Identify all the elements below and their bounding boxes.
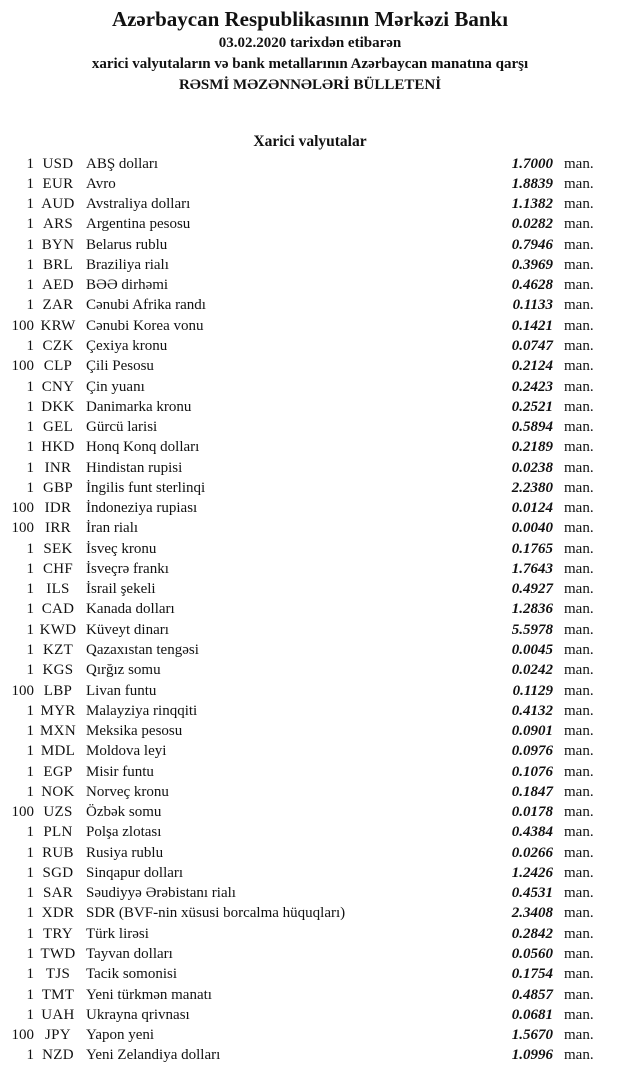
currency-name-cell: Avstraliya dolları <box>86 196 191 213</box>
currency-code-cell: XDR <box>41 905 75 922</box>
currency-name-cell: Yapon yeni <box>86 1027 155 1044</box>
rate-value-cell: 0.1076 <box>511 763 553 780</box>
currency-row <box>0 944 620 964</box>
rate-value-cell: 0.4857 <box>511 986 553 1003</box>
currency-name-cell: Türk lirəsi <box>86 925 149 942</box>
quantity-cell: 1 <box>26 966 34 983</box>
quantity-cell: 1 <box>26 723 34 740</box>
currency-row <box>0 438 620 458</box>
currency-name-cell: Rusiya rublu <box>86 844 164 861</box>
currency-name-cell: Qırğız somu <box>86 662 161 679</box>
quantity-cell: 1 <box>26 378 34 395</box>
currency-code-cell: MDL <box>40 743 76 760</box>
rate-value-cell: 0.2423 <box>511 378 553 395</box>
currency-row <box>0 195 620 215</box>
currency-row <box>0 924 620 944</box>
quantity-cell: 1 <box>26 419 34 436</box>
unit-label-cell: man. <box>564 601 594 618</box>
rate-value-cell: 0.0178 <box>511 804 553 821</box>
currency-name-cell: Qazaxıstan tengəsi <box>86 642 199 658</box>
currency-row <box>0 539 620 559</box>
currency-row <box>0 255 620 275</box>
unit-label-cell: man. <box>564 682 594 699</box>
currency-row <box>0 519 620 539</box>
quantity-cell: 1 <box>26 216 34 233</box>
currency-row <box>0 235 620 255</box>
rate-value-cell: 0.2521 <box>511 398 553 415</box>
rate-value-cell: 0.0242 <box>511 662 553 679</box>
currency-code-cell: CHF <box>42 560 74 577</box>
currency-row <box>0 863 620 883</box>
rate-value-cell: 0.0681 <box>511 1006 553 1023</box>
currency-name-cell: İsveçrə frankı <box>86 560 169 577</box>
unit-label-cell: man. <box>564 662 594 679</box>
currency-code-cell: IRR <box>45 520 71 537</box>
unit-label-cell: man. <box>564 338 594 355</box>
currency-name-cell: Çin yuanı <box>86 378 145 395</box>
quantity-cell: 1 <box>26 540 34 557</box>
quantity-cell: 1 <box>26 662 34 679</box>
currency-name-cell: İran rialı <box>86 520 139 537</box>
quantity-cell: 1 <box>26 256 34 273</box>
currency-code-cell: HKD <box>41 439 75 456</box>
rate-value-cell: 0.0901 <box>511 723 553 740</box>
rate-value-cell: 0.4628 <box>511 277 553 294</box>
rate-value-cell: 0.7946 <box>511 236 553 253</box>
currency-row <box>0 417 620 437</box>
quantity-cell: 1 <box>26 459 34 476</box>
quantity-cell: 1 <box>26 743 34 760</box>
currency-code-cell: GBP <box>42 479 74 496</box>
unit-label-cell: man. <box>564 642 594 658</box>
currency-row <box>0 296 620 316</box>
unit-label-cell: man. <box>564 1027 594 1044</box>
currency-name-cell: Yeni Zelandiya dolları <box>86 1047 221 1064</box>
unit-label-cell: man. <box>564 175 594 192</box>
currency-row <box>0 620 620 640</box>
currency-code-cell: PLN <box>43 824 73 841</box>
currency-row <box>0 559 620 579</box>
currency-code-cell: CAD <box>41 601 75 618</box>
currency-code-cell: TMT <box>41 986 75 1003</box>
unit-label-cell: man. <box>564 256 594 273</box>
currency-code-cell: CNY <box>41 378 75 395</box>
currency-row <box>0 154 620 174</box>
currency-name-cell: Çili Pesosu <box>86 358 154 375</box>
currency-code-cell: UAH <box>41 1006 75 1023</box>
currency-name-cell: Norveç kronu <box>86 783 169 800</box>
currency-code-cell: EGP <box>43 763 73 780</box>
currency-row <box>0 458 620 478</box>
currency-name-cell: Çexiya kronu <box>86 338 168 355</box>
currency-row <box>0 640 620 660</box>
currency-code-cell: ZAR <box>42 297 74 314</box>
currency-code-cell: KWD <box>39 621 77 638</box>
currency-code-cell: NZD <box>42 1047 74 1064</box>
unit-label-cell: man. <box>564 297 594 314</box>
quantity-cell: 1 <box>26 560 34 577</box>
unit-label-cell: man. <box>564 439 594 456</box>
rate-value-cell: 0.0040 <box>511 520 553 537</box>
currency-row <box>0 1025 620 1045</box>
unit-label-cell: man. <box>564 398 594 415</box>
rate-value-cell: 5.5978 <box>511 621 553 638</box>
quantity-cell: 1 <box>26 945 34 962</box>
quantity-cell: 1 <box>26 905 34 922</box>
quantity-cell: 1 <box>26 439 34 456</box>
unit-label-cell: man. <box>564 986 594 1003</box>
rate-value-cell: 0.1847 <box>511 783 553 800</box>
rate-value-cell: 0.0976 <box>511 743 553 760</box>
unit-label-cell: man. <box>564 317 594 334</box>
quantity-cell: 1 <box>26 398 34 415</box>
currency-name-cell: Kanada dolları <box>86 601 175 618</box>
section-title-foreign-currencies: Xarici valyutalar <box>253 133 367 150</box>
unit-label-cell: man. <box>564 419 594 436</box>
rate-value-cell: 0.0282 <box>511 216 553 233</box>
rate-value-cell: 0.1129 <box>512 682 553 699</box>
currency-code-cell: JPY <box>45 1027 71 1044</box>
rate-value-cell: 0.1765 <box>511 540 553 557</box>
currency-code-cell: KGS <box>42 662 74 679</box>
quantity-cell: 1 <box>26 1006 34 1023</box>
currency-code-cell: BRL <box>42 256 74 273</box>
currency-row <box>0 357 620 377</box>
currency-row <box>0 721 620 741</box>
quantity-cell: 1 <box>26 621 34 638</box>
quantity-cell: 1 <box>26 581 34 598</box>
currency-name-cell: BƏƏ dirhəmi <box>86 277 169 294</box>
currency-name-cell: Avro <box>86 175 116 192</box>
quantity-cell: 1 <box>26 601 34 618</box>
unit-label-cell: man. <box>564 864 594 881</box>
rate-value-cell: 1.2426 <box>511 864 553 881</box>
unit-label-cell: man. <box>564 804 594 821</box>
rate-value-cell: 0.0124 <box>511 500 553 517</box>
unit-label-cell: man. <box>564 966 594 983</box>
currency-code-cell: IDR <box>44 500 72 517</box>
currency-row <box>0 742 620 762</box>
currency-name-cell: Meksika pesosu <box>86 723 183 740</box>
rate-value-cell: 0.0266 <box>511 844 553 861</box>
quantity-cell: 1 <box>26 824 34 841</box>
currency-code-cell: AUD <box>41 196 75 213</box>
currency-code-cell: AED <box>42 277 74 294</box>
rate-value-cell: 0.1754 <box>511 966 553 983</box>
currency-code-cell: ILS <box>46 581 70 598</box>
currency-name-cell: Cənubi Korea vonu <box>86 317 204 334</box>
rate-value-cell: 0.2189 <box>511 439 553 456</box>
unit-label-cell: man. <box>564 277 594 294</box>
rate-value-cell: 0.1133 <box>512 297 553 314</box>
unit-label-cell: man. <box>564 905 594 922</box>
quantity-cell: 100 <box>11 804 34 821</box>
unit-label-cell: man. <box>564 540 594 557</box>
subject-line: xarici valyutaların və bank metallarının Azərbaycan manatına qarşı <box>91 56 529 72</box>
rate-value-cell: 2.3408 <box>511 905 553 922</box>
quantity-cell: 100 <box>11 358 34 375</box>
currency-row <box>0 681 620 701</box>
currency-code-cell: SGD <box>42 864 74 881</box>
rate-value-cell: 0.0747 <box>511 338 553 355</box>
currency-row <box>0 1046 620 1066</box>
quantity-cell: 1 <box>26 277 34 294</box>
currency-code-cell: LBP <box>43 682 73 699</box>
unit-label-cell: man. <box>564 1047 594 1064</box>
currency-code-cell: EUR <box>42 175 74 192</box>
rate-value-cell: 1.7000 <box>511 155 553 172</box>
currency-row <box>0 377 620 397</box>
quantity-cell: 100 <box>11 317 34 334</box>
currency-row <box>0 985 620 1005</box>
quantity-cell: 1 <box>26 479 34 496</box>
currency-code-cell: CZK <box>42 338 74 355</box>
currency-name-cell: Livan funtu <box>86 682 157 699</box>
currency-row <box>0 478 620 498</box>
currency-name-cell: Honq Konq dolları <box>86 439 200 456</box>
unit-label-cell: man. <box>564 196 594 213</box>
currency-code-cell: GEL <box>42 419 74 436</box>
unit-label-cell: man. <box>564 763 594 780</box>
currency-name-cell: Cənubi Afrika randı <box>86 297 206 314</box>
quantity-cell: 1 <box>26 925 34 942</box>
quantity-cell: 1 <box>26 783 34 800</box>
quantity-cell: 1 <box>26 763 34 780</box>
currency-row <box>0 316 620 336</box>
currency-name-cell: Gürcü larisi <box>86 419 158 436</box>
unit-label-cell: man. <box>564 155 594 172</box>
currency-name-cell: Tacik somonisi <box>86 966 178 983</box>
currency-row <box>0 276 620 296</box>
currency-name-cell: Misir funtu <box>86 763 154 780</box>
unit-label-cell: man. <box>564 885 594 902</box>
currency-row <box>0 661 620 681</box>
currency-code-cell: NOK <box>41 783 75 800</box>
currency-name-cell: Yeni türkmən manatı <box>86 986 212 1003</box>
currency-code-cell: CLP <box>43 358 73 375</box>
quantity-cell: 100 <box>11 682 34 699</box>
currency-code-cell: TJS <box>45 966 71 983</box>
rate-value-cell: 0.4132 <box>511 702 553 719</box>
currency-code-cell: KRW <box>40 317 76 334</box>
unit-label-cell: man. <box>564 1006 594 1023</box>
currency-name-cell: İsrail şekeli <box>86 581 156 598</box>
unit-label-cell: man. <box>564 378 594 395</box>
rate-value-cell: 1.8839 <box>511 175 553 192</box>
currency-row <box>0 762 620 782</box>
unit-label-cell: man. <box>564 925 594 942</box>
rate-value-cell: 0.2124 <box>511 358 553 375</box>
currency-code-cell: BYN <box>41 236 75 253</box>
rate-value-cell: 0.1421 <box>511 317 553 334</box>
rate-value-cell: 1.2836 <box>511 601 553 618</box>
quantity-cell: 100 <box>11 500 34 517</box>
currency-name-cell: SDR (BVF-nin xüsusi borcalma hüquqları) <box>86 905 346 922</box>
bulletin-title: RƏSMİ MƏZƏNNƏLƏRİ BÜLLETENİ <box>178 77 442 93</box>
currency-row <box>0 580 620 600</box>
quantity-cell: 1 <box>26 642 34 658</box>
currency-code-cell: SAR <box>42 885 74 902</box>
quantity-cell: 1 <box>26 297 34 314</box>
currency-row <box>0 782 620 802</box>
unit-label-cell: man. <box>564 702 594 719</box>
unit-label-cell: man. <box>564 500 594 517</box>
currency-row <box>0 904 620 924</box>
rate-value-cell: 1.1382 <box>511 196 553 213</box>
unit-label-cell: man. <box>564 824 594 841</box>
currency-code-cell: MXN <box>40 723 76 740</box>
unit-label-cell: man. <box>564 844 594 861</box>
currency-row <box>0 499 620 519</box>
unit-label-cell: man. <box>564 520 594 537</box>
bulletin-header <box>0 0 620 96</box>
currency-code-cell: USD <box>42 155 74 172</box>
quantity-cell: 1 <box>26 1047 34 1064</box>
currency-name-cell: Argentina pesosu <box>86 216 191 233</box>
quantity-cell: 1 <box>26 338 34 355</box>
currency-name-cell: Polşa zlotası <box>86 824 162 841</box>
rate-value-cell: 0.5894 <box>511 419 553 436</box>
rate-value-cell: 0.0560 <box>511 945 553 962</box>
unit-label-cell: man. <box>564 459 594 476</box>
rate-value-cell: 0.0238 <box>511 459 553 476</box>
rate-value-cell: 0.3969 <box>511 256 553 273</box>
quantity-cell: 1 <box>26 155 34 172</box>
currency-name-cell: Braziliya rialı <box>86 256 169 273</box>
unit-label-cell: man. <box>564 236 594 253</box>
currency-code-cell: MYR <box>40 702 76 719</box>
currency-row <box>0 600 620 620</box>
currency-name-cell: İndoneziya rupiası <box>86 500 198 517</box>
date-line: 03.02.2020 tarixdən etibarən <box>218 35 402 51</box>
currency-name-cell: İngilis funt sterlinqi <box>86 479 206 496</box>
unit-label-cell: man. <box>564 621 594 638</box>
currency-row <box>0 215 620 235</box>
quantity-cell: 1 <box>26 236 34 253</box>
unit-label-cell: man. <box>564 358 594 375</box>
quantity-cell: 100 <box>11 1027 34 1044</box>
currency-row <box>0 965 620 985</box>
rate-value-cell: 1.7643 <box>511 560 553 577</box>
unit-label-cell: man. <box>564 783 594 800</box>
currency-name-cell: Moldova leyi <box>86 743 167 760</box>
quantity-cell: 1 <box>26 864 34 881</box>
currency-row <box>0 336 620 356</box>
quantity-cell: 1 <box>26 986 34 1003</box>
rate-value-cell: 1.0996 <box>511 1047 553 1064</box>
currency-name-cell: Səudiyyə Ərəbistanı rialı <box>86 885 236 902</box>
rate-value-cell: 0.2842 <box>511 925 553 942</box>
currency-code-cell: ARS <box>42 216 74 233</box>
rate-value-cell: 0.4927 <box>511 581 553 598</box>
currency-code-cell: SEK <box>43 540 73 557</box>
currency-name-cell: Küveyt dinarı <box>86 621 169 638</box>
currency-rates-table <box>0 154 620 1066</box>
bank-title: Azərbaycan Respublikasının Mərkəzi Bankı <box>111 7 509 31</box>
currency-row <box>0 803 620 823</box>
currency-name-cell: ABŞ dolları <box>86 155 159 172</box>
currency-row <box>0 843 620 863</box>
currency-code-cell: UZS <box>43 804 73 821</box>
currency-row <box>0 823 620 843</box>
quantity-cell: 1 <box>26 844 34 861</box>
currency-code-cell: INR <box>44 459 72 476</box>
currency-row <box>0 397 620 417</box>
unit-label-cell: man. <box>564 723 594 740</box>
unit-label-cell: man. <box>564 560 594 577</box>
currency-name-cell: Tayvan dolları <box>86 945 173 962</box>
quantity-cell: 1 <box>26 885 34 902</box>
currency-name-cell: Malayziya rinqqiti <box>86 702 198 719</box>
currency-row <box>0 1005 620 1025</box>
currency-code-cell: TWD <box>40 945 76 962</box>
quantity-cell: 1 <box>26 196 34 213</box>
currency-name-cell: İsveç kronu <box>86 540 157 557</box>
currency-name-cell: Sinqapur dolları <box>86 864 184 881</box>
currency-row <box>0 174 620 194</box>
unit-label-cell: man. <box>564 945 594 962</box>
currency-name-cell: Danimarka kronu <box>86 398 192 415</box>
currency-code-cell: DKK <box>41 398 75 415</box>
currency-name-cell: Özbək somu <box>86 804 162 821</box>
rate-value-cell: 0.4531 <box>511 885 553 902</box>
currency-code-cell: TRY <box>42 925 74 942</box>
currency-row <box>0 884 620 904</box>
unit-label-cell: man. <box>564 479 594 496</box>
currency-name-cell: Ukrayna qrivnası <box>86 1006 190 1023</box>
rate-value-cell: 2.2380 <box>511 479 553 496</box>
quantity-cell: 1 <box>26 702 34 719</box>
unit-label-cell: man. <box>564 216 594 233</box>
rate-value-cell: 0.4384 <box>511 824 553 841</box>
currency-code-cell: KZT <box>42 642 74 658</box>
rate-value-cell: 1.5670 <box>511 1027 553 1044</box>
quantity-cell: 100 <box>11 520 34 537</box>
currency-name-cell: Belarus rublu <box>86 236 168 253</box>
rate-value-cell: 0.0045 <box>511 642 553 658</box>
unit-label-cell: man. <box>564 743 594 760</box>
currency-code-cell: RUB <box>42 844 74 861</box>
quantity-cell: 1 <box>26 175 34 192</box>
currency-name-cell: Hindistan rupisi <box>86 459 183 476</box>
currency-row <box>0 701 620 721</box>
unit-label-cell: man. <box>564 581 594 598</box>
